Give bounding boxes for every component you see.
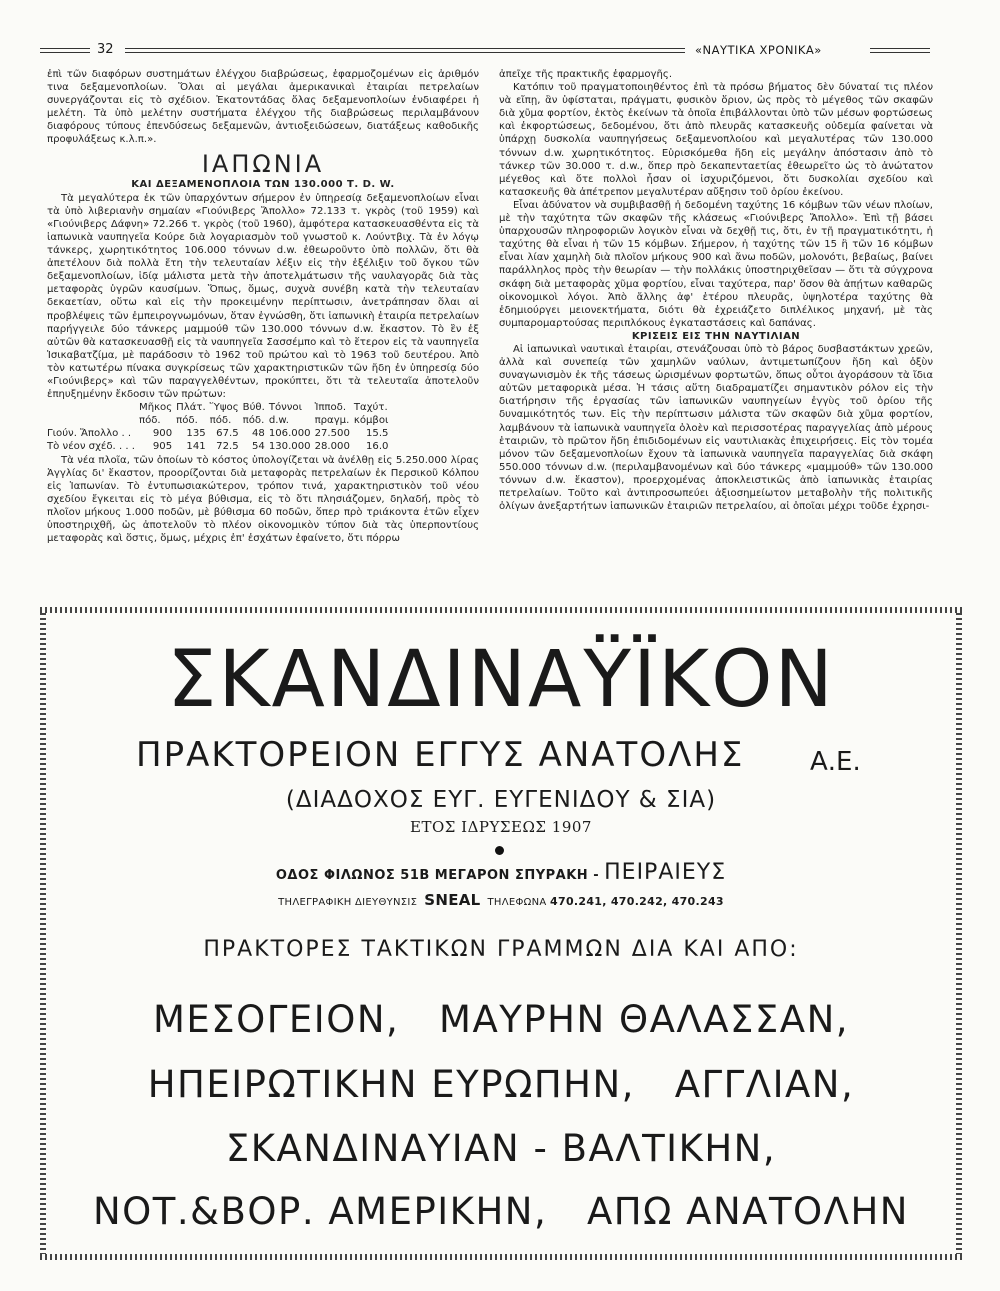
ad-founded-year: ΕΤΟΣ ΙΔΡΥΣΕΩΣ 1907 <box>410 818 592 836</box>
table-cell: 48 <box>251 428 265 440</box>
left-intro-paragraph: ἐπὶ τῶν διαφόρων συστημάτων ἐλέγχου διαβρώσεως, ἐφαρμοζομένων εἰς ἀριθμόν τινα δεξαμενοπλοίων. Ὅλαι αἱ μεγάλαι ἀμερικανικαὶ ἑταιρίαι πετρελαίων συνεργάζονται εἰς τὸ σχέδιον. Ἑκατοντάδας ὅλας δεξαμενοπλοίων ἐνδιαφέρει ἡ μελέτη. Τὰ ὑπὸ μελέτην συστήματα ἐλέγχου τῆς διαβρώσεως περιλαμβάνουν διαφόρους τύπους ἐπενδύσεως δεξαμενῶν, ἀντιοξειδώσεων, διατάξεως καθοδικῆς προφυλάξεως κ.λ.π.». <box>47 69 479 146</box>
ad-contact-line <box>46 891 956 909</box>
table-cell: 28.000 <box>314 441 350 453</box>
table-unit-cell: κόμβοι <box>353 415 389 427</box>
ad-destination-line: ΣΚΑΝΔΙΝΑΥΙΑΝ - ΒΑΛΤΙΚΗΝ, <box>225 1127 777 1170</box>
running-header <box>40 40 930 60</box>
ad-destination-line: ΜΕΣΟΓΕΙΟΝ, ΜΑΥΡΗΝ ΘΑΛΑΣΣΑΝ, <box>152 998 850 1041</box>
header-rule-left <box>40 48 90 53</box>
ad-address <box>46 860 956 885</box>
table-cell: 72.5 <box>216 441 239 453</box>
ad-phone-numbers: 470.241, 470.242, 470.243 <box>550 895 724 908</box>
table-row <box>47 427 392 440</box>
right-paragraph-3: Αἱ ἰαπωνικαὶ ναυτικαὶ ἑταιρίαι, στενάζουσαι ὑπὸ τὸ βάρος δυσβαστάκτων χρεῶν, ἀλλὰ καὶ συνεπείᾳ τῶν χαμηλῶν ναύλων, ἀντιμετωπίζουν ἤδη καὶ ὀξὺν συναγωνισμὸν ἐκ τῆς τάσεως ὡρισμένων φορτωτῶν, ὅπως οὗτοι ἀγοράσουν τὰ ἴδια αὐτῶν μεταφορικὰ μέσα. Ἡ τάσις αὕτη διαδραματίζει σημαντικὸν ρόλον εἰς τὴν διατήρησιν τῆς ἐργασίας τῶν ἰαπωνικῶν ναυπηγείων ἐγγὺς τοῦ ὁρίου τῆς δυναμικότητός των. Εἰς τὴν περίπτωσιν μάλιστα τῶν σκαφῶν διὰ χῦμα φορτίον, λαμβάνουν τὰ ἰαπωνικὰ ναυπηγεῖα ὁλοὲν καὶ περισσοτέρας παραγγελίας ἀπὸ μέρους ἑταιριῶν, τὸ πρῶτον ἤδη ἐπιδιδομένων εἰς ναυτιλιακὰς ἐπιχειρήσεις. Εἰς τὸν τομέα μόνον τῶν δεξαμενοπλοίων ἔχουν τὰ ἰαπωνικὰ ναυπηγεῖα παραγγελίας διὰ σκάφη 550.000 τόννων d.w. (περιλαμβανομένων καὶ δύο τάνκερς «μαμμούθ» τῶν 130.000 τόννων d.w. ἕκαστον), προερχομένας ἀποκλειστικῶς ἀπὸ ἰαπωνικὰς ἑταιρίας πετρελαίων. Τοῦτο καὶ ἀντιπροσωπεύει ἀξιοσημείωτον μεταβολὴν τῆς πολιτικῆς ὀλίγων ἀνεξαρτήτων ἰαπωνικῶν ἑταιριῶν πετρελαίου, αἱ ὁποῖαι μέχρι τοῦδε ἐχρησι- <box>499 343 933 513</box>
table-header-cell: Ἱπποδ. <box>314 402 347 414</box>
ad-border-bottom <box>40 1254 962 1260</box>
bullet-dot-icon <box>495 846 504 855</box>
table-header-cell <box>47 401 139 414</box>
ad-destination-line: ΝΟΤ.&ΒΟΡ. ΑΜΕΡΙΚΗΝ, ΑΠΩ ΑΝΑΤΟΛΗΝ <box>92 1190 909 1233</box>
table-header-cell: Τόννοι <box>268 402 303 414</box>
ship-comparison-table <box>47 401 392 453</box>
table-cell: 54 <box>251 441 265 453</box>
table-cell: 16.0 <box>366 441 389 453</box>
left-paragraph-2: Τὰ νέα πλοῖα, τῶν ὁποίων τὸ κόστος ὑπολογίζεται νὰ ἀνέλθῃ εἰς 5.250.000 λίρας Ἀγγλίας δι' ἕκαστον, προορίζονται διὰ μεταφορὰς πετρελαίων ἐκ Περσικοῦ Κόλπου εἰς Ἰαπωνίαν. Τὸ ἐντυπωσιακώτερον, τρόπον τινά, χαρακτηριστικὸν τοῦ νέου σχεδίου ἔγκειται εἰς τὸ μέγα βύθισμα, εἰς τὸ ὅτι πλησιάζομεν, δηλαδή, πρὸς τὸ πλοῖον μήκους 1.000 ποδῶν, μὲ βύθισμα 60 ποδῶν, ὅπερ πρὸ τριάκοντα ἐτῶν εἶχεν ὑποστηριχθῆ, ὡς ἀποτελοῦν τὸ πλέον οἰκονομικὸν τύπον διὰ τὰς ὑπερποντίους μεταφορὰς καὶ ὅστις, ὅμως, μέχρις ἐπ' ἐσχάτων ἐφαίνετο, ὅτι πόρρω <box>47 454 479 545</box>
table-cell: 15.5 <box>366 428 389 440</box>
table-cell: Τὸ νέον σχέδ. . . . <box>47 441 135 453</box>
table-unit-cell: πόδ. <box>176 415 198 427</box>
right-intro-paragraph: ἀπεῖχε τῆς πρακτικῆς ἐφαρμογῆς. <box>499 69 673 80</box>
ad-brand-name: ΣΚΑΝΔΙΝΑΫΪΚΟΝ <box>167 635 835 725</box>
table-header-cell: Μῆκος <box>139 402 173 414</box>
table-cell: 106.000 <box>268 428 311 440</box>
ad-destination-line: ΗΠΕΙΡΩΤΙΚΗΝ ΕΥΡΩΠΗΝ, ΑΓΓΛΙΑΝ, <box>147 1063 855 1106</box>
advertisement <box>46 613 956 1254</box>
right-paragraph-2: Εἶναι ἀδύνατον νὰ συμβιβασθῇ ἡ δεδομένη ταχύτης 16 κόμβων τῶν νέων πλοίων, μὲ τὴν ταχύτητα τῶν σκαφῶν τῆς κλάσεως «Γιούνιβερς Ἄπολλο». Ἐπὶ τῇ βάσει ὑπαρχουσῶν πληροφοριῶν λογικὸν εἶναι νὰ δεχθῇ τις, ὅτι, ἐν τῇ πραγματικότητι, ἡ ταχύτης θὰ εἶναι ἡ τῶν 15 κόμβων. Σήμερον, ἡ ταχύτης τῶν 15 ἢ τῶν 16 κόμβων εἶναι λίαν χαμηλὴ διὰ πλοῖον μήκους 900 καὶ ἄνω ποδῶν, μολονότι, βεβαίως, βαίνει παράλληλος πρὸς τὴν θεωρίαν — τὴν πολλάκις ὑποστηριχθεῖσαν — ὅτι τὰ σύγχρονα σκάφη διὰ μεταφορὰς χῦμα φορτίου, εἶναι ταχύτερα, παρ' ὅσον θὰ ἀπῄτων καθαρῶς οἰκονομικοὶ λόγοι. Ἀπὸ ἄλλης ἀφ' ἑτέρου πλευρᾶς, ὑψηλοτέρα ταχύτης θὰ ἐδημιούργει μειονεκτήματα, διότι θὰ ἐχρειάζετο διπλέλικος μηχανή, μὲ τὰς συμπαρομαρτούσας περιπλόκους ἐγκαταστάσεις καὶ δαπάνας. <box>499 199 933 329</box>
ad-agency-name: ΠΡΑΚΤΟΡΕΙΟΝ ΕΓΓΥΣ ΑΝΑΤΟΛΗΣ <box>136 735 745 775</box>
table-header-cell: Πλάτ. <box>176 402 206 414</box>
subsection-heading: ΚΡΙΣΕΙΣ ΕΙΣ ΤΗΝ ΝΑΥΤΙΛΙΑΝ <box>631 330 801 342</box>
page-number: 32 <box>97 42 114 57</box>
table-unit-cell: πόδ. <box>209 415 232 427</box>
table-unit-cell: πόδ. <box>139 415 161 427</box>
ad-company-suffix: Α.Ε. <box>810 747 861 777</box>
left-paragraph-1: Τὰ μεγαλύτερα ἐκ τῶν ὑπαρχόντων σήμερον ἐν ὑπηρεσίᾳ δεξαμενοπλοίων εἶναι τὰ ὑπὸ λιβεριανὴν σημαίαν «Γιούνιβερς Ἄπολλο» 72.133 τ. γκρὸς (τοῦ 1959) καὶ «Γιούνιβερς Δάφνη» 72.266 τ. γκρὸς (τοῦ 1960), ἀμφότερα κατασκευασθέντα εἰς τὰ ἰαπωνικὰ ναυπηγεῖα Κούρε διὰ λογαριασμὸν τοῦ γνωστοῦ κ. Λούντβιχ. Τὰ ἐν λόγῳ τάνκερς, χωρητικότητος 106.000 τόννων d.w. ἐθεωροῦντο ὑπὸ πολλῶν, ὅτι θὰ ἀπετέλουν διὰ πολλὰ ἔτη τὴν τελευταίαν λέξιν εἰς τὴν ἐξέλιξιν τοῦ ὄγκου τῶν δεξαμενοπλοίων, ἰδίᾳ μάλιστα μετὰ τὴν ἀποτελμάτωσιν τῆς ναυλαγορᾶς διὰ τὰς μεταφορὰς ὑγρῶν καυσίμων. Ὅπως, ὅμως, συχνὰ συνέβη κατὰ τὴν τελευταίαν δεκαετίαν, οὕτω καὶ εἰς τὴν προκειμένην περίπτωσιν, ἀνετράπησαν ὅλαι αἱ προβλέψεις τῶν ἐμπειρογνωμόνων, ὅταν ἐγνώσθη, ὅτι ἰαπωνικὴ ἑταιρία πετρελαίων παρήγγειλε δύο τάνκερς μαμμούθ τῶν 130.000 τόννων d.w. ἕκαστον. Τὸ ἓν ἐξ αὐτῶν θὰ κατασκευασθῇ εἰς τὰ ναυπηγεῖα Σασσέμπο καὶ τὸ ἕτερον εἰς τὰ ναυπηγεῖα Ἰσικαβατζίμα, μὲ παράδοσιν τὸ 1962 τοῦ πρώτου καὶ τὸ 1963 τοῦ δευτέρου. Ἀπὸ τὸν κατωτέρω πίνακα συγκρίσεως τῶν χαρακτηριστικῶν τῶν ἤδη ἐν ὑπηρεσίᾳ δύο «Γιούνιβερς» καὶ τῶν παραγγελθέντων, προκύπτει, ὅτι τὰ τελευταῖα ἀποτελοῦν ἐπηυξημένην ἔκδοσιν τῶν πρώτων: <box>47 192 479 401</box>
ad-address-city: ΠΕΙΡΑΙΕΥΣ <box>604 860 727 885</box>
left-column <box>47 68 479 545</box>
header-rule-right <box>870 48 930 53</box>
table-cell: 130.000 <box>268 441 311 453</box>
table-header-cell: Ὕψος <box>209 402 239 414</box>
section-title: ΙΑΠΩΝΙΑ <box>201 149 325 178</box>
ad-phones-label: ΤΗΛΕΦΩΝΑ <box>487 897 547 908</box>
table-header-cell: Ταχύτ. <box>353 402 388 414</box>
table-cell: 67.5 <box>216 428 239 440</box>
right-paragraph-1: Κατόπιν τοῦ πραγματοποιηθέντος ἐπὶ τὰ πρόσω βήματος δὲν δύναταί τις πλέον νὰ εἴπῃ, ἂν ὑφίσταται, πράγματι, φυσικὸν ὅριον, ὡς πρὸς τὸ μέγεθος τῶν σκαφῶν διὰ χῦμα φορτίον, ἐκτὸς ἐκείνων τὰ ὁποῖα ἐπιβάλλονται ὑπὸ τῶν μέσων φορτώσεως καὶ ἐκφορτώσεως, δεδομένου, ὅτι ἀπὸ πλευρᾶς κατασκευῆς οὐδεμία φαίνεται νὰ ὑπάρχῃ δυσκολία ναυπηγήσεως δεξαμενοπλοίου καὶ μεγαλυτέρας τῶν 130.000 τόννων d.w. χωρητικότητος. Εὑρισκόμεθα ἤδη εἰς μεγάλην ἀπόστασιν ἀπὸ τὸ τάνκερ τῶν 30.000 τ. d.w., ὅπερ πρὸ δεκαπενταετίας ἐθεωρεῖτο ὡς τὸ ἀνώτατον μέγεθος καὶ ὅτε πολλοὶ ἦσαν οἱ ἰσχυριζόμενοι, ὅτι δυσκολίαι σχεδίου καὶ κατασκευῆς θὰ ἀπέτρεπον μεγαλυτέραν αὔξησιν τοῦ ὁρίου ἐκείνου. <box>499 82 933 198</box>
right-column <box>499 68 933 513</box>
ad-successors: (ΔΙΑΔΟΧΟΣ ΕΥΓ. ΕΥΓΕΝΙΔΟΥ & ΣΙΑ) <box>285 787 717 813</box>
table-cell: Γιούν. Ἄπολλο . . <box>47 428 132 440</box>
ad-address-street: ΟΔΟΣ ΦΙΛΩΝΟΣ 51Β ΜΕΓΑΡΟΝ ΣΠΥΡΑΚΗ - <box>275 868 600 883</box>
table-unit-cell: πόδ. <box>242 415 265 427</box>
table-unit-cell: d.w. <box>268 415 289 427</box>
journal-title: «ΝΑΥΤΙΚΑ ΧΡΟΝΙΚΑ» <box>695 43 822 57</box>
table-cell: 27.500 <box>314 428 350 440</box>
header-rule-middle <box>125 48 685 53</box>
ad-telegraph-label: ΤΗΛΕΓΡΑΦΙΚΗ ΔΙΕΥΘΥΝΣΙΣ <box>278 897 418 908</box>
ad-border-right <box>956 613 962 1254</box>
table-cell: 135 <box>186 428 206 440</box>
table-cell: 141 <box>186 441 206 453</box>
table-units-row <box>47 414 392 427</box>
ad-agents-line: ΠΡΑΚΤΟΡΕΣ ΤΑΚΤΙΚΩΝ ΓΡΑΜΜΩΝ ΔΙΑ ΚΑΙ ΑΠΟ: <box>203 937 799 962</box>
table-row <box>47 440 392 453</box>
ad-telegraph-code: SNEAL <box>424 891 481 909</box>
table-header-cell: Βύθ. <box>242 402 265 414</box>
table-cell: 900 <box>152 428 173 440</box>
table-unit-cell: πραγμ. <box>314 415 350 427</box>
table-unit-cell <box>47 414 139 427</box>
table-header-row <box>47 401 392 414</box>
section-subtitle: ΚΑΙ ΔΕΞΑΜΕΝΟΠΛΟΙΑ ΤΩΝ 130.000 Τ. D. W. <box>131 178 395 190</box>
table-cell: 905 <box>152 441 173 453</box>
